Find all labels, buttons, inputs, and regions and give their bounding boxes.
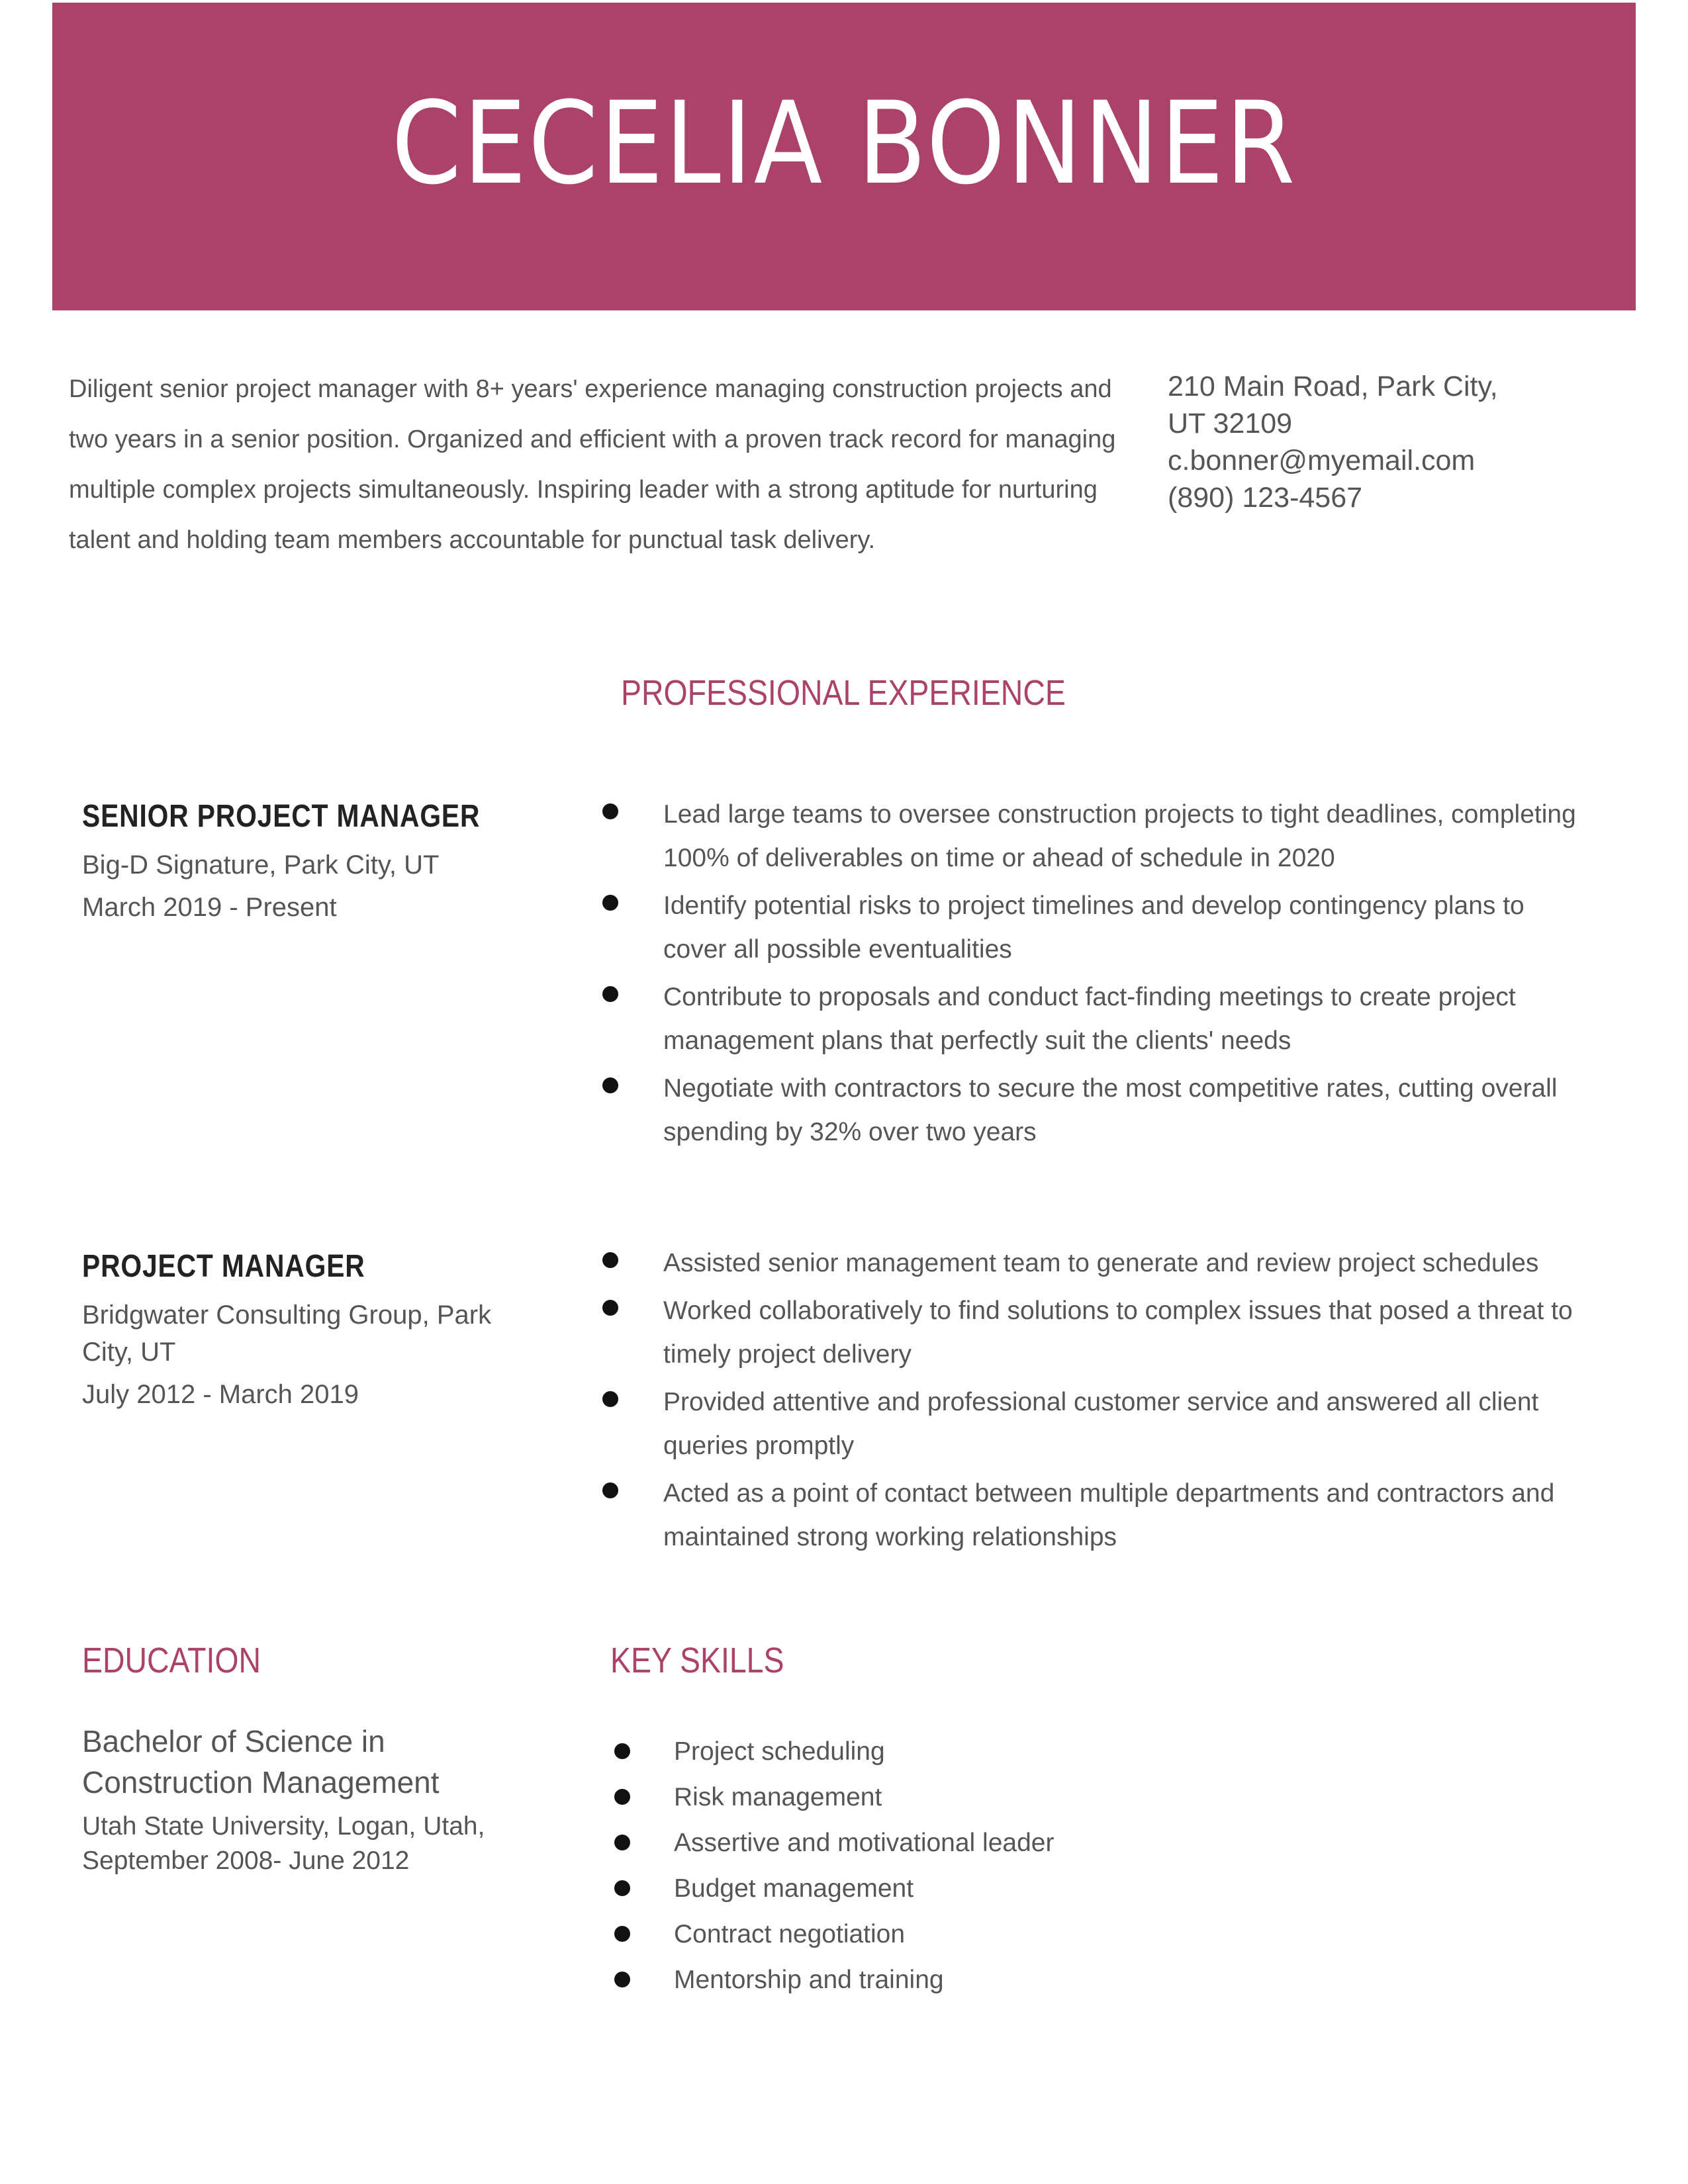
list-item: Contribute to proposals and conduct fact-finding meetings to create project management plans that perfectly suit the clients' needs bbox=[600, 976, 1593, 1063]
school: Utah State University, Logan, Utah, bbox=[82, 1812, 485, 1841]
education-heading: EDUCATION bbox=[82, 1641, 261, 1680]
role-company: Bridgwater Consulting Group, Park City, UT bbox=[82, 1300, 492, 1367]
list-item: Assisted senior management team to generate and review project schedules bbox=[600, 1242, 1593, 1285]
skills-heading: KEY SKILLS bbox=[610, 1641, 784, 1680]
bullet-icon bbox=[602, 1300, 618, 1316]
experience-heading: PROFESSIONAL EXPERIENCE bbox=[621, 673, 1066, 713]
bullet-icon bbox=[614, 1835, 630, 1850]
list-item: Budget management bbox=[610, 1866, 1206, 1911]
role-title: PROJECT MANAGER bbox=[82, 1249, 365, 1284]
list-item: Provided attentive and professional customer service and answered all client queries promptly bbox=[600, 1381, 1593, 1468]
experience-role-senior bbox=[82, 798, 532, 931]
bullet-icon bbox=[614, 1789, 630, 1805]
candidate-name: CECELIA BONNER bbox=[391, 77, 1297, 210]
skills-list bbox=[610, 1729, 1206, 2003]
education-entry bbox=[82, 1721, 545, 1878]
role-company: Big-D Signature, Park City, UT bbox=[82, 850, 440, 880]
professional-summary: Diligent senior project manager with 8+ years' experience managing construction projects and two years in a senior position. Organized and efficient with a proven track record for managing multiple complex projects simultaneously. Inspiring leader with a strong aptitude for nurturing talent and holding team members accountable for punctual task delivery. bbox=[69, 375, 1116, 554]
role-bullets-senior bbox=[600, 793, 1593, 1158]
list-item: Negotiate with contractors to secure the most competitive rates, cutting overall spending by 32% over two years bbox=[600, 1067, 1593, 1154]
header-banner bbox=[52, 3, 1636, 310]
list-item: Worked collaboratively to find solutions to complex issues that posed a threat to timely project delivery bbox=[600, 1289, 1593, 1377]
role-title: SENIOR PROJECT MANAGER bbox=[82, 799, 481, 834]
bullet-icon bbox=[602, 1482, 618, 1498]
phone-number: (890) 123-4567 bbox=[1168, 482, 1363, 514]
bullet-icon bbox=[614, 1926, 630, 1942]
bullet-icon bbox=[614, 1972, 630, 1987]
list-item: Acted as a point of contact between multiple departments and contractors and maintained strong working relationships bbox=[600, 1472, 1593, 1559]
list-item: Mentorship and training bbox=[610, 1957, 1206, 2003]
list-item: Risk management bbox=[610, 1774, 1206, 1820]
bullet-icon bbox=[614, 1743, 630, 1759]
experience-role-pm bbox=[82, 1248, 532, 1418]
bullet-icon bbox=[602, 986, 618, 1002]
address-line-2: UT 32109 bbox=[1168, 408, 1293, 439]
bullet-icon bbox=[602, 1077, 618, 1093]
contact-block bbox=[1168, 368, 1565, 516]
list-item: Contract negotiation bbox=[610, 1911, 1206, 1957]
bullet-icon bbox=[602, 1391, 618, 1407]
bullet-icon bbox=[614, 1880, 630, 1896]
list-item: Assertive and motivational leader bbox=[610, 1820, 1206, 1866]
degree: Bachelor of Science in Construction Management bbox=[82, 1724, 440, 1799]
email-address: c.bonner@myemail.com bbox=[1168, 445, 1476, 477]
bullet-icon bbox=[602, 803, 618, 819]
role-dates: July 2012 - March 2019 bbox=[82, 1380, 359, 1409]
role-bullets-pm bbox=[600, 1242, 1593, 1563]
list-item: Project scheduling bbox=[610, 1729, 1206, 1774]
bullet-icon bbox=[602, 895, 618, 911]
bullet-icon bbox=[602, 1252, 618, 1268]
address-line-1: 210 Main Road, Park City, bbox=[1168, 371, 1498, 402]
education-dates: September 2008- June 2012 bbox=[82, 1846, 410, 1875]
list-item: Lead large teams to oversee construction projects to tight deadlines, completing 100% of deliverables on time or ahead of schedule in 2020 bbox=[600, 793, 1593, 880]
role-dates: March 2019 - Present bbox=[82, 893, 337, 922]
list-item: Identify potential risks to project timelines and develop contingency plans to cover all possible eventualities bbox=[600, 884, 1593, 972]
